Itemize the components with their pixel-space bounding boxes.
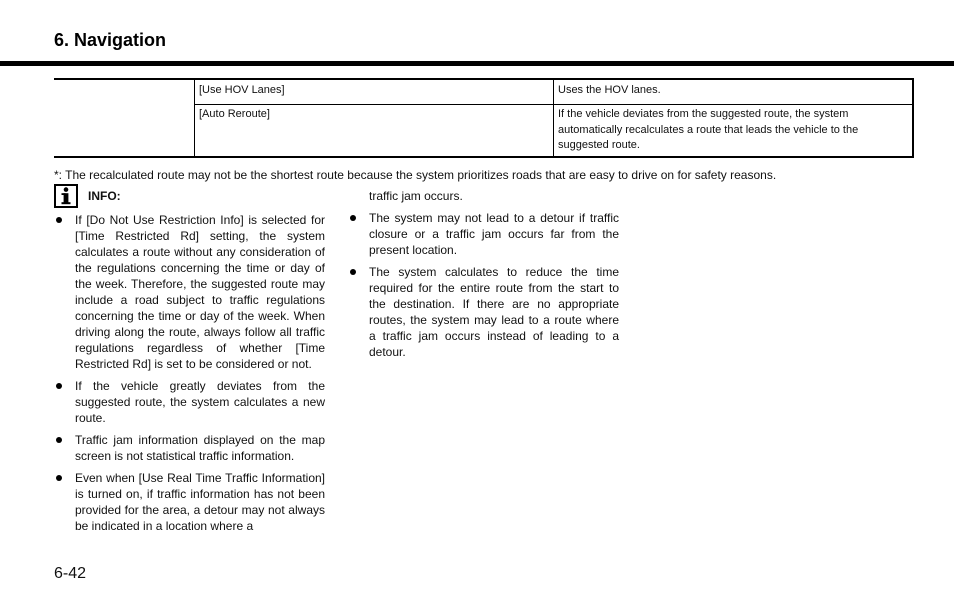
bullet — [56, 475, 62, 481]
list-item-text: The system may not lead to a detour if traffic closure or a traffic jam occurs far from the present location. — [369, 211, 619, 257]
info-heading — [54, 184, 121, 208]
info-column-left — [54, 212, 325, 540]
list-item — [54, 212, 325, 372]
bullet — [56, 217, 62, 223]
bullet — [350, 215, 356, 221]
page-number: 6-42 — [54, 565, 87, 582]
list-item — [54, 378, 325, 426]
list-item — [348, 210, 619, 258]
info-glyph — [60, 187, 72, 205]
footnote: *: The recalculated route may not be the shortest route because the system prioritizes roads that are easy to drive on for safety reasons. — [54, 168, 777, 182]
table-row — [54, 105, 913, 157]
section-title: 6. Navigation — [54, 30, 167, 50]
list-item-continuation: traffic jam occurs. — [369, 189, 463, 203]
bullet — [56, 383, 62, 389]
table-empty-cell — [54, 105, 195, 157]
table-empty-cell — [54, 79, 195, 105]
table-cell-option: [Use HOV Lanes] — [195, 79, 554, 105]
info-column-right — [348, 188, 619, 366]
list-item — [348, 264, 619, 360]
bullet — [56, 437, 62, 443]
table-row — [54, 79, 913, 105]
info-label: INFO: — [88, 189, 121, 203]
table-cell-description: If the vehicle deviates from the suggested route, the system automatically recalculates a route that leads the vehicle to the suggested route. — [554, 105, 914, 157]
header-rule — [0, 61, 954, 66]
list-item — [54, 470, 325, 534]
table-cell-description: Uses the HOV lanes. — [554, 79, 914, 105]
settings-table — [54, 78, 914, 158]
list-item-text: Even when [Use Real Time Traffic Information] is turned on, if traffic information has not been provided for the area, a detour may not always be indicated in a location where a — [75, 471, 325, 533]
list-item-text: The system calculates to reduce the time required for the entire route from the start to the destination. If there are no appropriate routes, the system may lead to a route where a traffic jam occurs instead of leading to a detour. — [369, 265, 619, 359]
list-item-text: Traffic jam information displayed on the map screen is not statistical traffic information. — [75, 433, 325, 463]
list-item-text: If [Do Not Use Restriction Info] is selected for [Time Restricted Rd] setting, the system calculates a route without any consideration of the regulations concerning the time or day of the week. Therefore, the suggested route may include a road subject to traffic regulations concerning the time or day of the week. When driving along the route, always follow all traffic regulations regardless of whether [Time Restricted Rd] is set to be considered or not. — [75, 213, 325, 371]
table-cell-option: [Auto Reroute] — [195, 105, 554, 157]
list-item-text: If the vehicle greatly deviates from the suggested route, the system calculates a new route. — [75, 379, 325, 425]
info-icon — [54, 184, 78, 208]
bullet — [350, 269, 356, 275]
list-item — [54, 432, 325, 464]
